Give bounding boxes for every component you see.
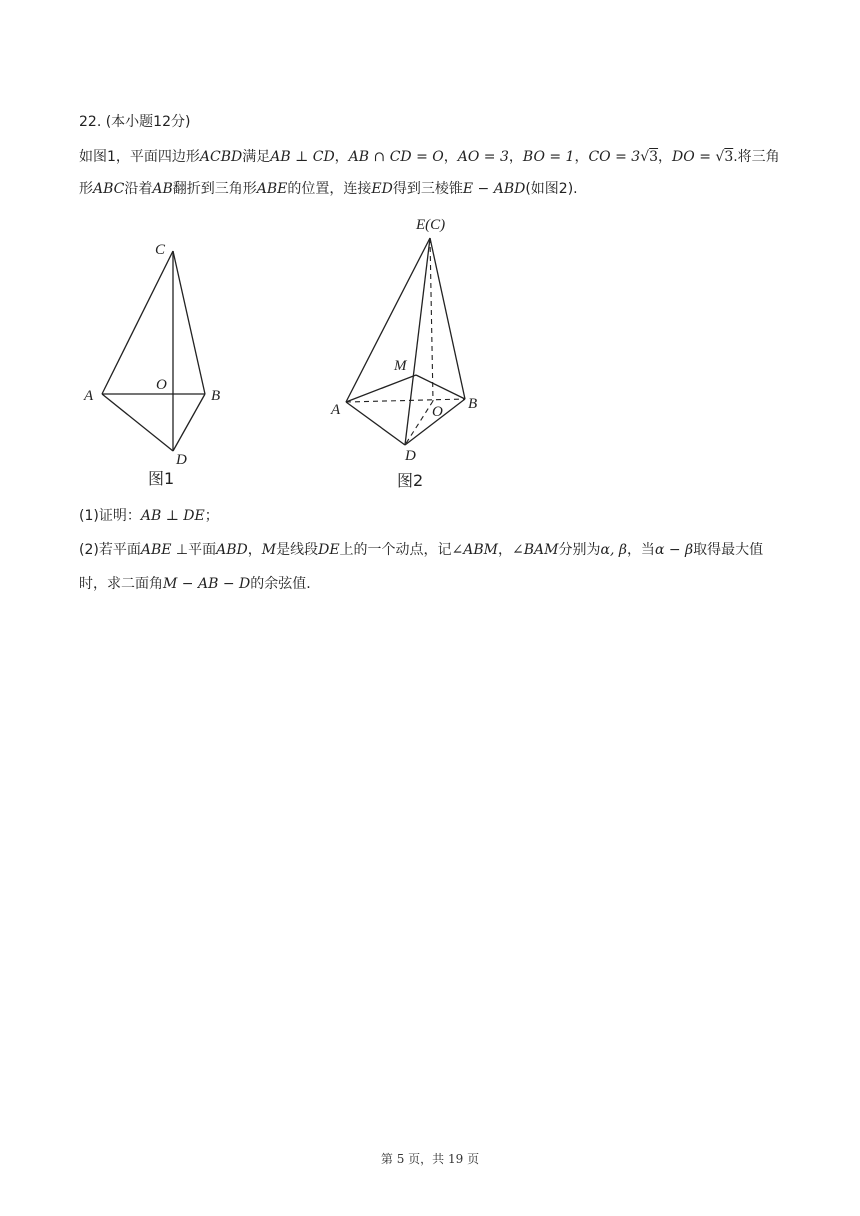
- fig2-label-B: B: [468, 396, 478, 412]
- fig2-edge-AM: [346, 375, 416, 402]
- fig2-label-D: D: [405, 448, 416, 464]
- problem-header: 22. (本小题12分): [79, 114, 191, 130]
- fig1-label-A: A: [84, 388, 94, 404]
- fig2-edge-AD: [346, 402, 405, 445]
- fig1-label-D: D: [176, 452, 187, 468]
- fig2-label-A: A: [331, 402, 341, 418]
- fig1-label-O: O: [156, 377, 167, 393]
- fig1-label-C: C: [155, 242, 166, 258]
- fig1-edge-CA: [102, 251, 173, 394]
- fig1-edge-AD: [102, 394, 173, 451]
- fig2-caption: 图2: [397, 471, 424, 490]
- fig2-edge-MB: [416, 375, 465, 399]
- figure-1: [78, 232, 238, 494]
- question-2-line-1: (2)若平面ABE ⊥平面ABD，M是线段DE上的一个动点，记∠ABM，∠BAM分别为α, β，当α − β取得最大值: [79, 542, 764, 558]
- question-1: (1)证明：AB ⊥ DE；: [79, 508, 219, 524]
- fig2-edge-EA: [346, 238, 430, 402]
- fig2-edge-EB: [430, 238, 465, 399]
- fig2-label-M: M: [394, 358, 407, 374]
- figure-2: [322, 210, 502, 500]
- fig1-edge-CB: [173, 251, 205, 394]
- fig1-label-B: B: [211, 388, 221, 404]
- fig1-caption: 图1: [148, 469, 175, 488]
- page-footer: 第 5 页，共 19 页: [380, 1152, 480, 1166]
- question-2-line-2: 时，求二面角M − AB − D的余弦值.: [79, 576, 311, 592]
- fig2-label-O: O: [432, 404, 443, 420]
- problem-line-1: 如图1，平面四边形ACBD满足AB ⊥ CD，AB ∩ CD = O，AO = 3，BO = 1，CO = 3√3，DO = √3.将三角: [79, 149, 780, 165]
- problem-line-2: 形ABC沿着AB翻折到三角形ABE的位置，连接ED得到三棱锥E − ABD(如图2).: [79, 181, 578, 197]
- fig1-edge-BD: [173, 394, 205, 451]
- fig2-edge-ED: [405, 238, 430, 445]
- fig2-label-E: E(C): [416, 217, 446, 233]
- fig2-edge-AB-hidden: [346, 399, 465, 402]
- fig2-edge-EO-hidden: [430, 238, 433, 401]
